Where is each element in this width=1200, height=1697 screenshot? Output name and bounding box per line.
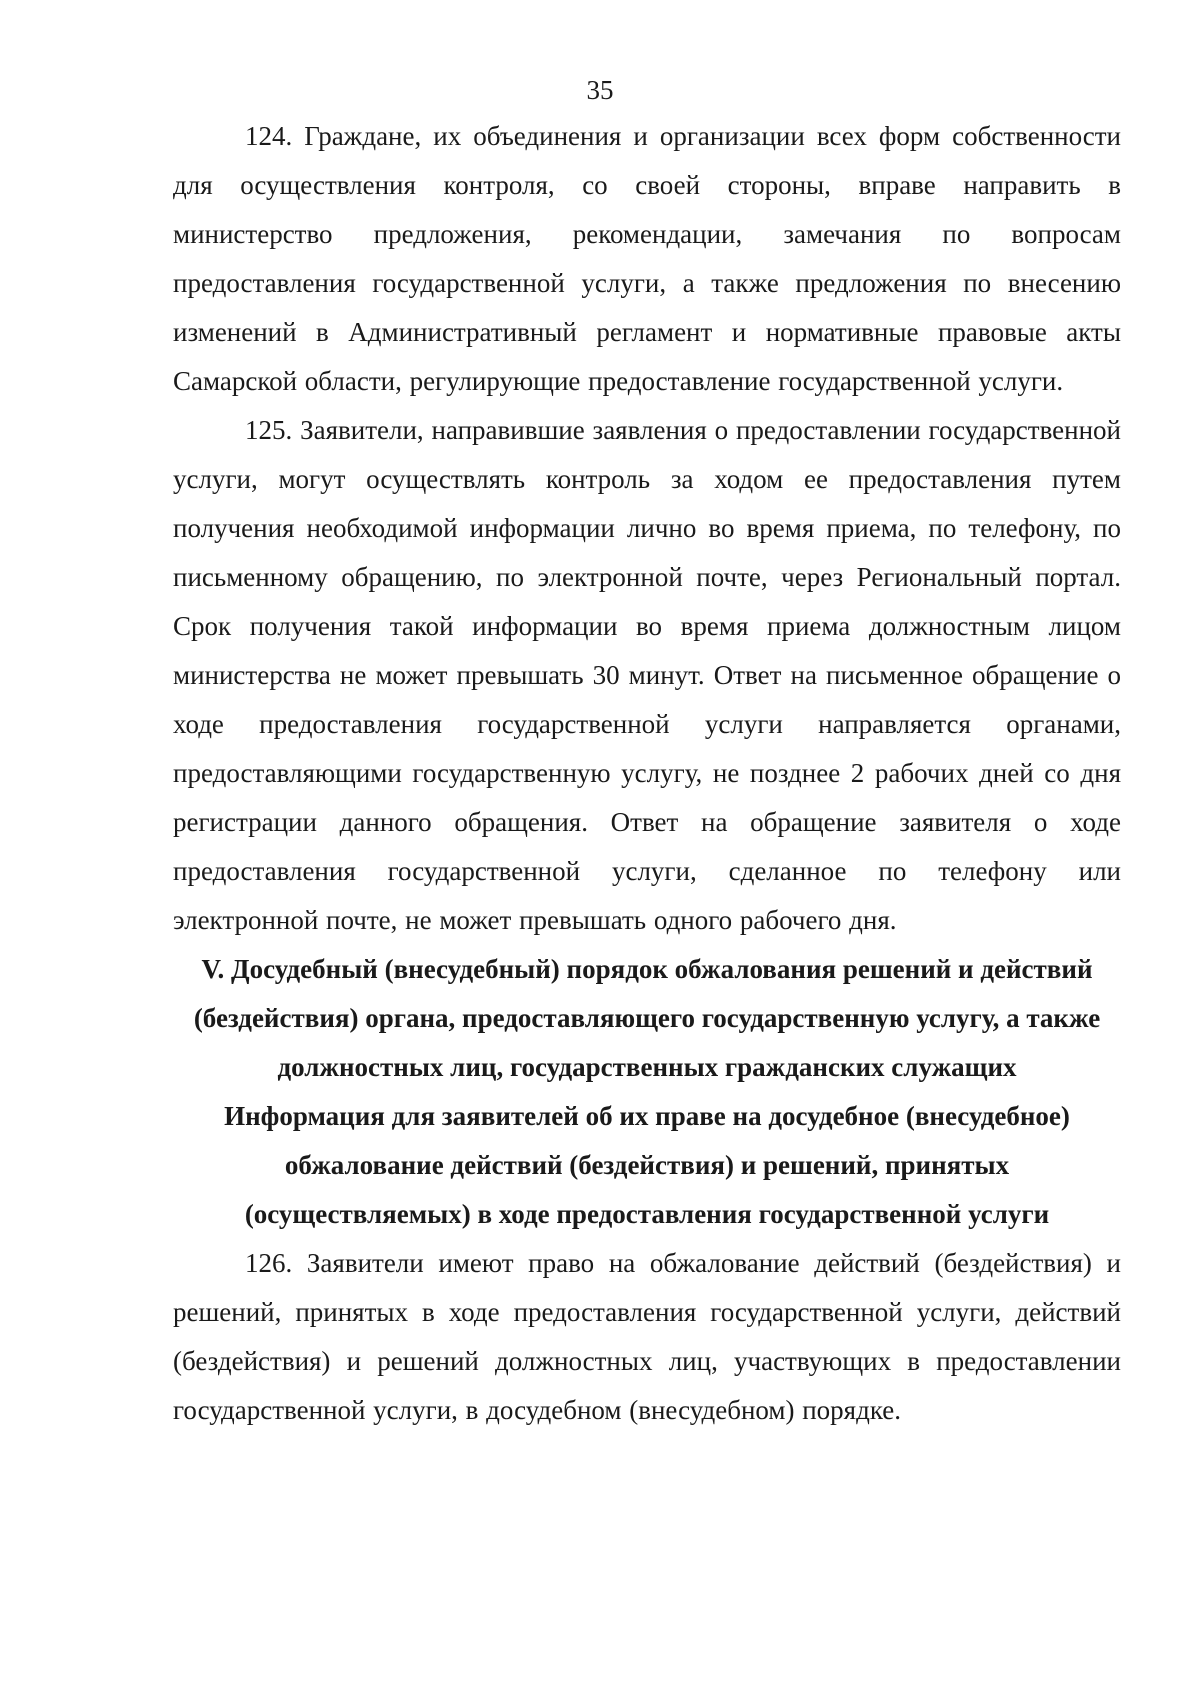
paragraph-125: 125. Заявители, направившие заявления о предоставлении государственной услуги, могут осуществлять контроль за ходом ее предоставления путем получения необходимой информации лично во время приема, по телефону, по письменному обращению, по электронной почте, через Региональный портал. Срок получения такой информации во время приема должностным лицом министерства не может превышать 30 минут. Ответ на письменное обращение о ходе предоставления государственной услуги направляется органами, предоставляющими государственную услугу, не позднее 2 рабочих дней со дня регистрации данного обращения. Ответ на обращение заявителя о ходе предоставления государственной услуги, сделанное по телефону или электронной почте, не может превышать одного рабочего дня. bbox=[173, 415, 1121, 935]
paragraph-126: 126. Заявители имеют право на обжалование действий (бездействия) и решений, принятых в ходе предоставления государственной услуги, действий (бездействия) и решений должностных лиц, участвующих в предоставлении государственной услуги, в досудебном (внесудебном) порядке. bbox=[173, 1248, 1121, 1425]
page-number: 35 bbox=[586, 75, 614, 105]
info-heading: Информация для заявителей об их праве на досудебное (внесудебное) обжалование действий (бездействия) и решений, принятых (осуществляемых) в ходе предоставления государственной услуги bbox=[224, 1101, 1070, 1229]
paragraph-124: 124. Граждане, их объединения и организации всех форм собственности для осуществления контроля, со своей стороны, вправе направить в министерство предложения, рекомендации, замечания по вопросам предоставления государственной услуги, а также предложения по внесению изменений в Административный регламент и нормативные правовые акты Самарской области, регулирующие предоставление государственной услуги. bbox=[173, 121, 1121, 396]
section-v-heading: V. Досудебный (внесудебный) порядок обжалования решений и действий (бездействия) органа, предоставляющего государственную услугу, а также должностных лиц, государственных гражданских служащих bbox=[193, 954, 1101, 1082]
document-body bbox=[173, 112, 1121, 1435]
